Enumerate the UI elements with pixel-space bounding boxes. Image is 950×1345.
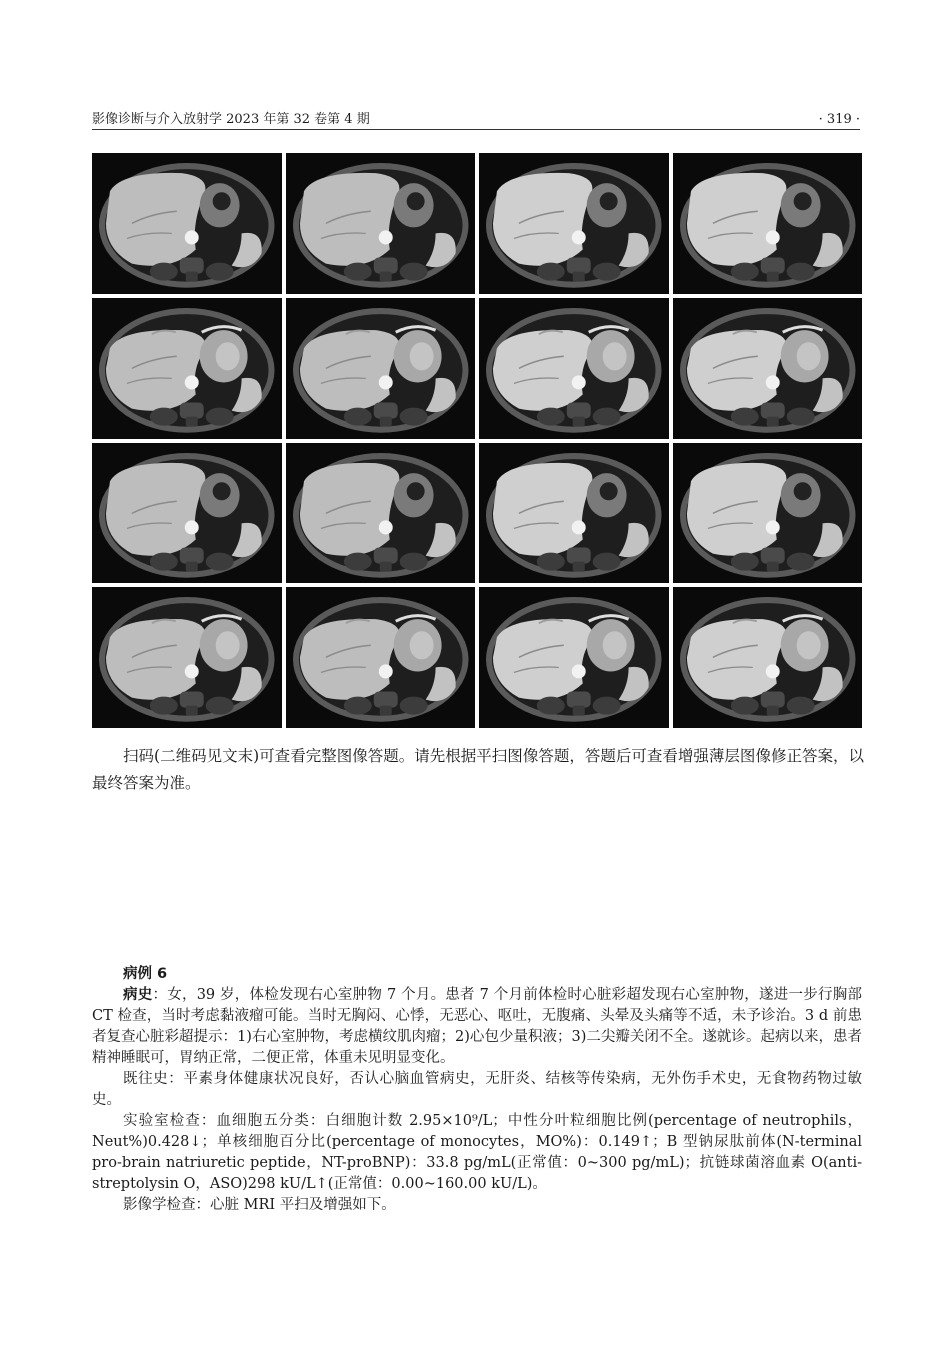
mri-panel xyxy=(673,153,863,294)
mri-panel xyxy=(479,153,669,294)
history-text: ：女，39 岁，体检发现右心室肿物 7 个月。患者 7 个月前体检时心脏彩超发现右心室肿物，遂进一步行胸部 CT 检查，当时考虑黏液瘤可能。当时无胸闷、心悸，无恶心、呕吐，无腹痛、头晕及头痛等不适，未予诊治。3 d 前患者复查心脏彩超提示：1)右心室肿物，考虑横纹肌肉瘤；2)心包少量积液；3)二尖瓣关闭不全。遂就诊。起病以来，患者精神睡眠可，胃纳正常，二便正常，体重未见明显变化。 xyxy=(92,987,862,1066)
journal-title: 影像诊断与介入放射学 2023 年第 32 卷第 4 期 xyxy=(92,112,370,127)
imaging-paragraph: 影像学检查：心脏 MRI 平扫及增强如下。 xyxy=(123,1197,396,1213)
mri-panel xyxy=(92,587,282,728)
mri-panel xyxy=(286,443,476,584)
case-section xyxy=(92,964,862,1216)
mri-panel xyxy=(92,443,282,584)
page-number: · 319 · xyxy=(818,112,860,127)
mri-figure-grid xyxy=(92,153,862,728)
mri-panel xyxy=(286,153,476,294)
mri-panel xyxy=(286,298,476,439)
lab-paragraph: 实验室检查：血细胞五分类：白细胞计数 2.95×10⁹/L；中性分叶粒细胞比例(percentage of neutrophils，Neut%)0.428↓；单核细胞百分比(percentage of monocytes，MO%)：0.149↑；B 型钠尿肽前体(N-terminal pro-brain natriuretic peptide，NT-proBNP)：33.8 pg/mL(正常值：0~300 pg/mL)；抗链球菌溶血素 O(anti-streptolysin O，ASO)298 kU/L↑(正常值：0.00~160.00 kU/L)。 xyxy=(92,1113,862,1192)
past-history-paragraph: 既往史：平素身体健康状况良好，否认心脑血管病史，无肝炎、结核等传染病，无外伤手术史，无食物药物过敏史。 xyxy=(92,1071,862,1108)
figure-caption: 扫码(二维码见文末)可查看完整图像答题。请先根据平扫图像答题，答题后可查看增强薄层图像修正答案，以最终答案为准。 xyxy=(92,747,864,792)
mri-panel xyxy=(673,298,863,439)
history-label: 病史 xyxy=(123,987,153,1003)
history-paragraph xyxy=(92,985,862,1069)
mri-panel xyxy=(286,587,476,728)
mri-panel xyxy=(673,443,863,584)
header-rule xyxy=(92,129,860,130)
mri-panel xyxy=(673,587,863,728)
mri-panel xyxy=(479,298,669,439)
mri-panel xyxy=(479,443,669,584)
mri-panel xyxy=(92,298,282,439)
mri-panel xyxy=(479,587,669,728)
mri-panel xyxy=(92,153,282,294)
case-title: 病例 6 xyxy=(123,966,168,982)
